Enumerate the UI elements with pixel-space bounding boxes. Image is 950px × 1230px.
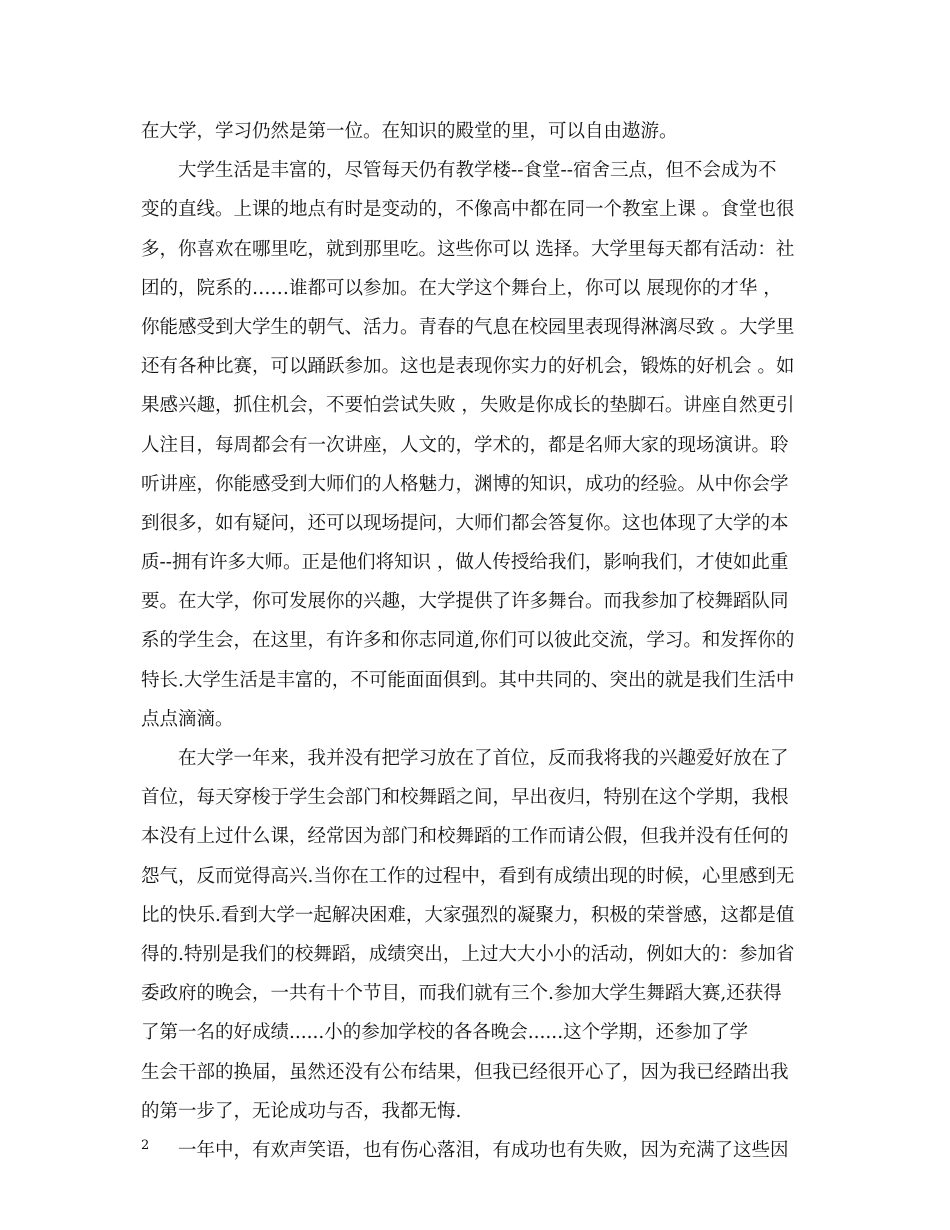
paragraph-1 xyxy=(141,112,813,151)
text-line: 多，你喜欢在哪里吃，就到那里吃。这些你可以 选择。大学里每天都有活动：社 xyxy=(141,238,795,260)
text-line: 一年中，有欢声笑语，也有伤心落泪，有成功也有失败，因为充满了这些因 xyxy=(178,1139,789,1161)
text-line: 你能感受到大学生的朝气、活力。青春的气息在校园里表现得淋漓尽致 。大学里 xyxy=(141,316,795,338)
text-line: 特长.大学生活是丰富的，不可能面面俱到。其中共同的、突出的就是我们生活中 xyxy=(141,669,795,691)
text-line: 团的，院系的……谁都可以参加。在大学这个舞台上，你可以 展现你的才华 ， xyxy=(141,277,782,299)
text-line: 本没有上过什么课，经常因为部门和校舞蹈的工作而请公假，但我并没有任何的 xyxy=(141,826,789,848)
text-line: 听讲座，你能感受到大师们的人格魅力，渊博的知识，成功的经验。从中你会学 xyxy=(141,473,789,495)
text-line: 还有各种比赛，可以踊跃参加。这也是表现你实力的好机会，锻炼的好机会 。如 xyxy=(141,356,795,378)
paragraph-4 xyxy=(141,1131,813,1170)
document-body xyxy=(141,112,813,1170)
text-line: 大学生活是丰富的，尽管每天仍有教学楼--食堂--宿舍三点，但不会成为不 xyxy=(178,160,777,182)
text-line: 人注目，每周都会有一次讲座，人文的，学术的，都是名师大家的现场演讲。聆 xyxy=(141,434,789,456)
paragraph-2 xyxy=(141,151,813,739)
text-line: 到很多，如有疑问，还可以现场提问，大师们都会答复你。这也体现了大学的本 xyxy=(141,512,789,534)
text-line: 系的学生会，在这里，有许多和你志同道,你们可以彼此交流，学习。和发挥你的 xyxy=(141,630,795,652)
text-line: 比的快乐.看到大学一起解决困难，大家强烈的凝聚力，积极的荣誉感，这都是值 xyxy=(141,904,795,926)
page-number: 2 xyxy=(141,1138,150,1153)
text-line: 点点滴滴。 xyxy=(141,708,234,730)
text-line: 在大学，学习仍然是第一位。在知识的殿堂的里，可以自由遨游。 xyxy=(141,121,678,142)
text-line: 在大学一年来，我并没有把学习放在了首位，反而我将我的兴趣爱好放在了 xyxy=(178,748,789,769)
text-line: 的第一步了，无论成功与否，我都无悔. xyxy=(141,1100,462,1122)
text-line: 质--拥有许多大师。正是他们将知识 ，做人传授给我们，影响我们，才使如此重 xyxy=(141,552,789,574)
text-line: 得的.特别是我们的校舞蹈，成绩突出，上过大大小小的活动，例如大的：参加省 xyxy=(141,943,795,965)
text-line: 怨气，反而觉得高兴.当你在工作的过程中，看到有成绩出现的时候，心里感到无 xyxy=(141,865,795,887)
text-line: 了第一名的好成绩......小的参加学校的各各晚会......这个学期，还参加了学 xyxy=(141,1022,749,1044)
text-line: 首位，每天穿梭于学生会部门和校舞蹈之间，早出夜归，特别在这个学期，我根 xyxy=(141,787,789,809)
text-line: 委政府的晚会，一共有十个节目，而我们就有三个.参加大学生舞蹈大赛,还获得 xyxy=(141,983,782,1005)
paragraph-3 xyxy=(141,739,813,1131)
text-line: 变的直线。上课的地点有时是变动的，不像高中都在同一个教室上课 。食堂也很 xyxy=(141,199,795,221)
text-line: 果感兴趣，抓住机会，不要怕尝试失败 ，失败是你成长的垫脚石。讲座自然更引 xyxy=(141,395,795,417)
text-line: 要。在大学，你可发展你的兴趣，大学提供了许多舞台。而我参加了校舞蹈队同 xyxy=(141,591,789,613)
text-line: 生会干部的换届，虽然还没有公布结果，但我已经很开心了，因为我已经踏出我 xyxy=(141,1061,789,1083)
